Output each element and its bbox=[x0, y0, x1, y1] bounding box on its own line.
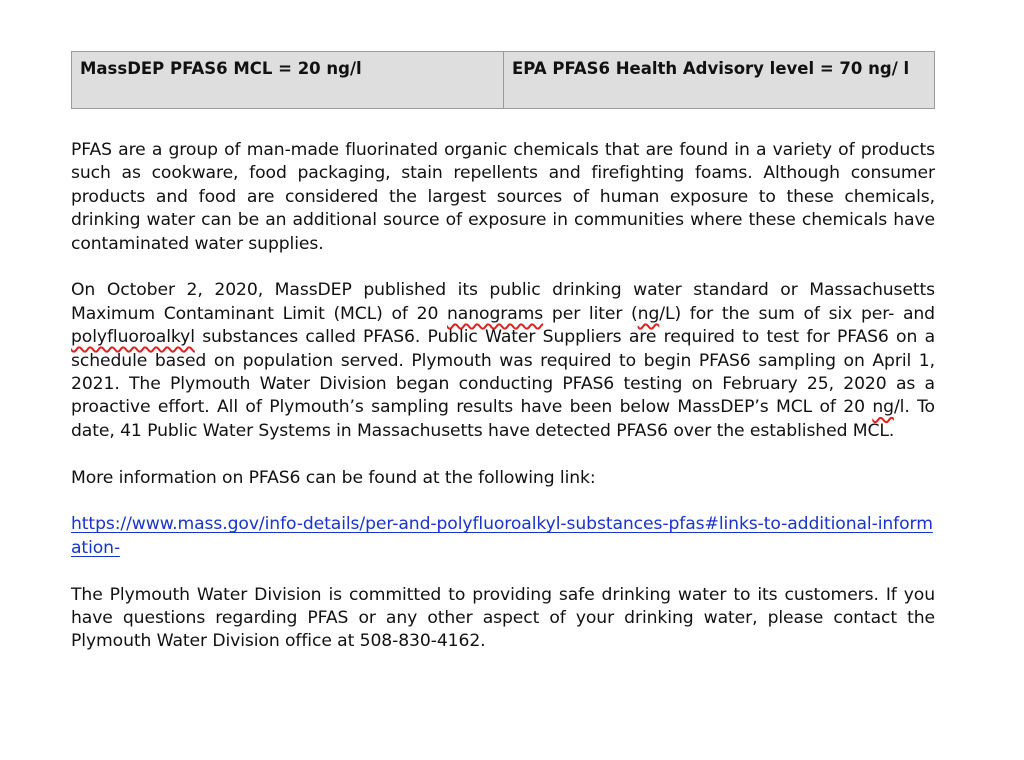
spellcheck-word-ng-2[interactable]: ng bbox=[872, 397, 894, 418]
standard-text-2: per liter ( bbox=[543, 303, 638, 324]
more-info-paragraph: More information on PFAS6 can be found at the following link: bbox=[71, 467, 596, 488]
spellcheck-word-ng[interactable]: ng bbox=[637, 303, 660, 324]
standard-paragraph bbox=[71, 279, 935, 443]
document-page bbox=[71, 51, 935, 677]
spellcheck-word-nanograms[interactable]: nanograms bbox=[447, 303, 544, 324]
standard-text-1: On October 2, 2020, MassDEP published its public drinking water standard or Massachusetts Maximum Contaminant Limit (MCL) of 20 bbox=[71, 280, 935, 324]
pfas-info-link[interactable]: https://www.mass.gov/info-details/per-and-polyfluoroalkyl-substances-pfas#links-to-additional-information- bbox=[71, 514, 933, 558]
standard-text-3: /L) for the sum of six per- and bbox=[659, 303, 935, 324]
link-paragraph bbox=[71, 513, 935, 560]
standard-text-5: /l. To date, 41 Public Water Systems in Massachusetts have detected PFAS6 over the established MCL. bbox=[71, 397, 935, 441]
table-row bbox=[72, 52, 935, 109]
intro-paragraph: PFAS are a group of man-made fluorinated organic chemicals that are found in a variety of products such as cookware, food packaging, stain repellents and firefighting foams. Although consumer products and food are considered the largest sources of human exposure to these chemicals, drinking water can be an additional source of exposure in communities where these chemicals have contaminated water supplies. bbox=[71, 140, 935, 254]
closing-paragraph: The Plymouth Water Division is committed to providing safe drinking water to its customers. If you have questions regarding PFAS or any other aspect of your drinking water, please contact the Plymouth Water Division office at 508-830-4162. bbox=[71, 584, 935, 652]
spellcheck-word-polyfluoroalkyl[interactable]: polyfluoroalkyl bbox=[71, 327, 195, 348]
massdep-mcl-cell: MassDEP PFAS6 MCL = 20 ng/l bbox=[72, 52, 504, 109]
standard-text-4: substances called PFAS6. Public Water Suppliers are required to test for PFAS6 on a schedule based on population served. Plymouth was required to begin PFAS6 sampling on April 1, 2021. The Plymouth Water Division began conducting PFAS6 testing on February 25, 2020 as a proactive effort. All of Plymouth’s sampling results have been below MassDEP’s MCL of 20 bbox=[71, 327, 935, 418]
pfas-levels-table bbox=[71, 51, 935, 109]
epa-advisory-cell: EPA PFAS6 Health Advisory level = 70 ng/ l bbox=[504, 52, 935, 109]
document-body bbox=[71, 139, 935, 654]
